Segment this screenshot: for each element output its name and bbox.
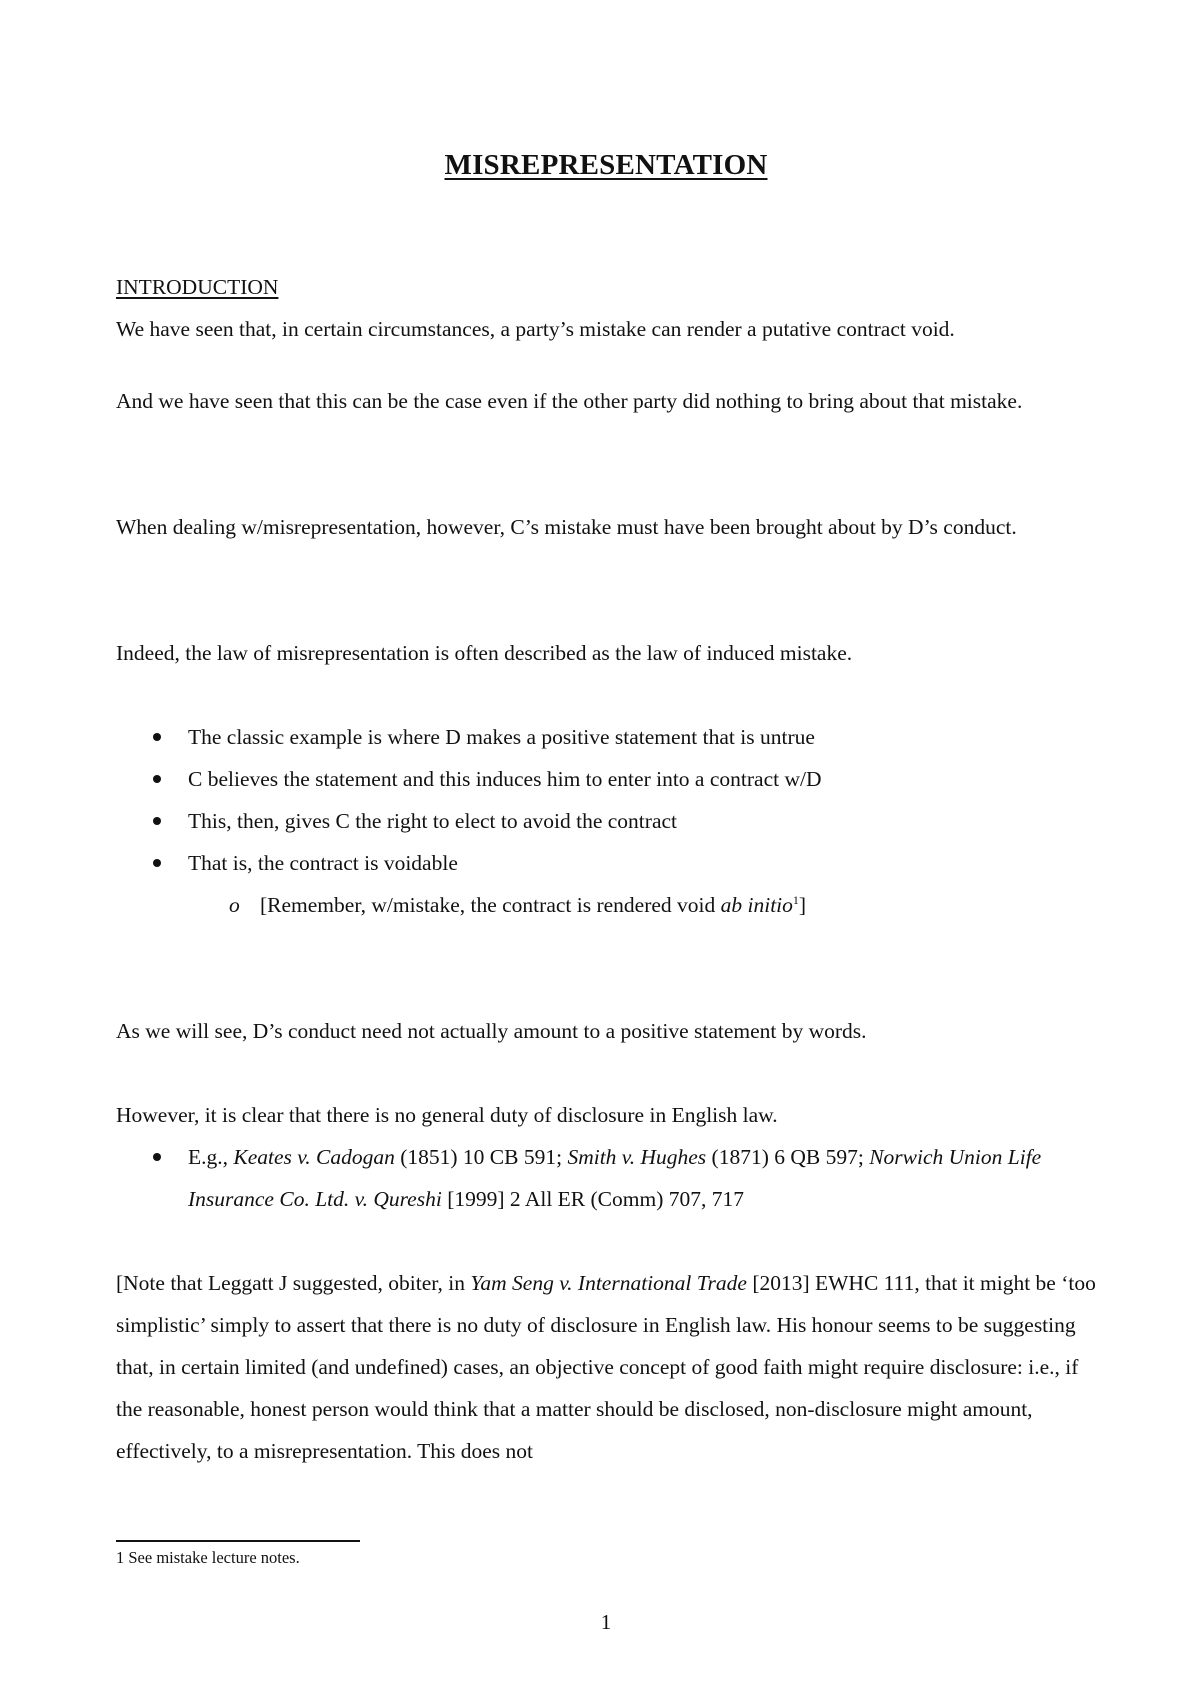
case-citation: [1999] 2 All ER (Comm) 707, 717 [441,1187,744,1211]
note-text-before: [Note that Leggatt J suggested, obiter, in [116,1271,471,1295]
paragraph-1: We have seen that, in certain circumstances, a party’s mistake can render a putative contract void. [116,317,955,341]
case-name: Smith v. Hughes [567,1145,707,1169]
paragraph-3: When dealing w/misrepresentation, however, C’s mistake must have been brought about by D’s conduct. [116,515,1017,539]
section-heading: INTRODUCTION [116,275,279,299]
list-item: The classic example is where D makes a positive statement that is untrue [116,716,1100,758]
paragraph-6: However, it is clear that there is no general duty of disclosure in English law. [116,1103,778,1127]
list-item [116,1136,1100,1220]
list-item: That is, the contract is voidable [116,842,1100,884]
sub-bullet-marker: o [229,893,240,917]
paragraph-4: Indeed, the law of misrepresentation is often described as the law of induced mistake. [116,641,853,665]
cases-bullet-list [116,1136,1100,1220]
page-number: 1 [600,1610,612,1634]
cases-prefix: E.g., [188,1145,234,1169]
case-citation: (1851) 10 CB 591; [394,1145,568,1169]
sub-bullet-close: ] [798,893,807,917]
footnote-divider [116,1540,360,1542]
sub-bullet-text: [Remember, w/mistake, the contract is rendered void [260,893,721,917]
note-paragraph [116,1262,1100,1472]
bullet-list [116,716,1100,926]
document-title: MISREPRESENTATION [444,149,768,181]
paragraph-introduction [116,266,1100,350]
case-name: Keates v. Cadogan [233,1145,395,1169]
paragraph-5: As we will see, D’s conduct need not actually amount to a positive statement by words. [116,1019,867,1043]
latin-phrase: ab initio [720,893,793,917]
case-citation: (1871) 6 QB 597; [706,1145,870,1169]
list-item: This, then, gives C the right to elect to avoid the contract [116,800,1100,842]
case-name: Norwich Union Life Insurance Co. Ltd. v. Qureshi [188,1145,1042,1211]
sub-list-item [116,884,1100,926]
paragraph-2: And we have seen that this can be the case even if the other party did nothing to bring about that mistake. [116,389,1023,413]
footnote-reference: 1 [792,892,799,907]
footnote: 1 See mistake lecture notes. [116,1548,300,1567]
case-name: Yam Seng v. International Trade [470,1271,747,1295]
list-item: C believes the statement and this induces him to enter into a contract w/D [116,758,1100,800]
note-text-after: [2013] EWHC 111, that it might be ‘too simplistic’ simply to assert that there is no duty of disclosure in English law. His honour seems to be suggesting that, in certain limited (and undefined) cases, an objective concept of good faith might require disclosure: i.e., if the reasonable, honest person would think that a matter should be disclosed, non-disclosure might amount, effectively, to a misrepresentation. This does not [116,1271,1096,1463]
